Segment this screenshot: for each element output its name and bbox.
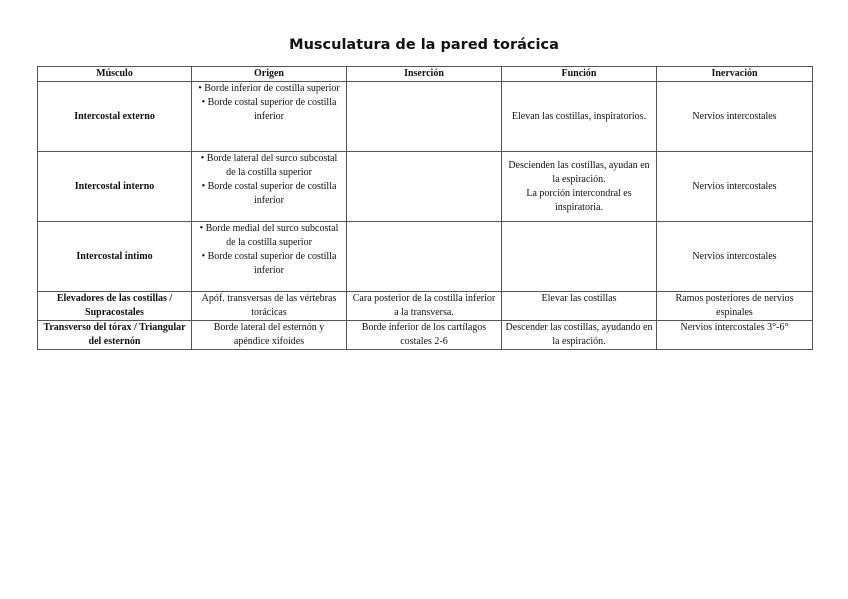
- muscle-table: [37, 66, 813, 350]
- function-cell: [502, 152, 657, 222]
- muscle-name-cell: Intercostal externo: [38, 82, 192, 152]
- muscle-name-cell: Intercostal interno: [38, 152, 192, 222]
- muscle-name-cell: Elevadores de las costillas / Supracostales: [38, 292, 192, 321]
- innervation-cell: Nervios intercostales: [657, 222, 813, 292]
- origin-item: • Borde costal superior de costilla inferior: [201, 251, 337, 276]
- insertion-cell: [347, 222, 502, 292]
- document-title: Musculatura de la pared torácica: [289, 37, 559, 53]
- origin-item: • Borde inferior de costilla superior: [198, 83, 340, 94]
- origin-item: • Borde costal superior de costilla inferior: [201, 181, 337, 206]
- origin-item: • Borde medial del surco subcostal de la costilla superior: [199, 223, 339, 248]
- header-insercion: Inserción: [347, 67, 502, 82]
- table-header-row: [38, 67, 813, 82]
- function-cell: [502, 321, 657, 350]
- insertion-cell: [347, 82, 502, 152]
- table-row: [38, 321, 813, 350]
- function-cell: [502, 222, 657, 292]
- origin-item: • Borde costal superior de costilla inferior: [201, 97, 337, 122]
- origin-item: Borde lateral del esternón y apéndice xifoides: [213, 322, 325, 347]
- origin-cell: [192, 82, 347, 152]
- header-inervacion: Inervación: [657, 67, 813, 82]
- innervation-cell: Nervios intercostales: [657, 82, 813, 152]
- muscle-name-cell: Intercostal íntimo: [38, 222, 192, 292]
- table-row: [38, 152, 813, 222]
- insertion-cell: [347, 152, 502, 222]
- function-cell: [502, 292, 657, 321]
- origin-cell: [192, 321, 347, 350]
- function-cell: [502, 82, 657, 152]
- function-text: Descender las costillas, ayudando en la espiración.: [505, 322, 653, 347]
- header-origen: Origen: [192, 67, 347, 82]
- table-row: [38, 82, 813, 152]
- table-row: [38, 292, 813, 321]
- function-text: Descienden las costillas, ayudan en la espiración.: [508, 159, 650, 185]
- origin-item: • Borde lateral del surco subcostal de la costilla superior: [200, 153, 338, 178]
- insertion-cell: Cara posterior de la costilla inferior a la transversa.: [347, 292, 502, 321]
- innervation-cell: Nervios intercostales: [657, 152, 813, 222]
- header-musculo: Músculo: [38, 67, 192, 82]
- innervation-cell: Ramos posteriores de nervios espinales: [657, 292, 813, 321]
- insertion-cell: Borde inferior de los cartílagos costales 2-6: [347, 321, 502, 350]
- function-text: Elevar las costillas: [541, 293, 617, 304]
- header-funcion: Función: [502, 67, 657, 82]
- innervation-cell: Nervios intercostales 3°-6°: [657, 321, 813, 350]
- origin-cell: [192, 292, 347, 321]
- origin-cell: [192, 222, 347, 292]
- origin-item: Apóf. transversas de las vértebras torácicas: [201, 293, 337, 318]
- function-text: Elevan las costillas, inspiratorios.: [511, 110, 647, 122]
- muscle-name-cell: Transverso del tórax / Triangular del esternón: [38, 321, 192, 350]
- origin-cell: [192, 152, 347, 222]
- function-text: La porción intercondral es inspiratoria.: [526, 187, 632, 213]
- table-row: [38, 222, 813, 292]
